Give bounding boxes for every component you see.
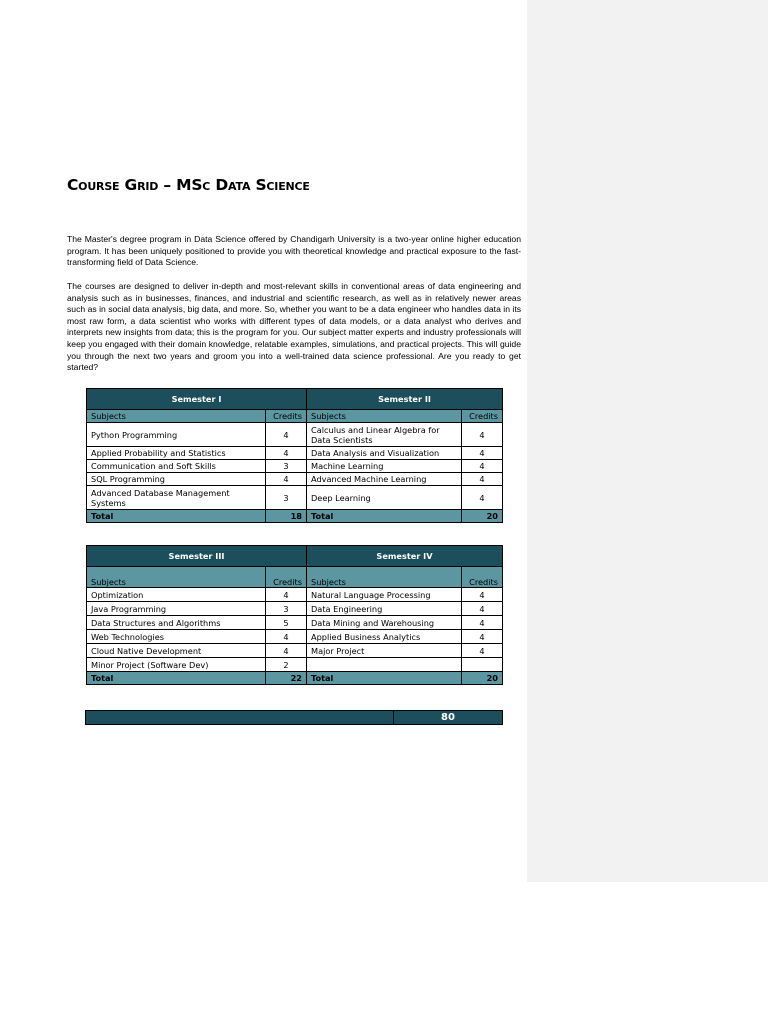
subject-cell: Optimization [87, 588, 266, 602]
subject-cell: Advanced Machine Learning [307, 473, 462, 486]
semester-3-header: Semester III [87, 546, 307, 567]
subject-cell: Data Structures and Algorithms [87, 616, 266, 630]
subject-cell: Natural Language Processing [307, 588, 462, 602]
subjects-header: Subjects [87, 567, 266, 588]
total-row [87, 672, 503, 685]
table-row [87, 616, 503, 630]
subject-cell: Communication and Soft Skills [87, 460, 266, 473]
total-row [87, 510, 503, 523]
total-label: Total [87, 510, 266, 523]
credits-cell: 4 [266, 588, 307, 602]
semester-4-header: Semester IV [307, 546, 503, 567]
credits-cell: 5 [266, 616, 307, 630]
total-label: Total [307, 510, 462, 523]
subjects-header: Subjects [87, 410, 266, 423]
grand-total-table [85, 710, 503, 725]
total-label: Total [307, 672, 462, 685]
credits-cell: 3 [266, 460, 307, 473]
semester-1-total: 18 [266, 510, 307, 523]
subject-cell: Data Mining and Warehousing [307, 616, 462, 630]
credits-cell: 4 [462, 588, 503, 602]
credits-header: Credits [266, 410, 307, 423]
subject-cell: Minor Project (Software Dev) [87, 658, 266, 672]
credits-cell: 3 [266, 602, 307, 616]
semester-header-row [87, 389, 503, 410]
credits-cell: 4 [462, 423, 503, 447]
page-title: Course Grid – MSc Data Science [67, 176, 310, 194]
semester-2-header: Semester II [307, 389, 503, 410]
credits-cell: 4 [266, 473, 307, 486]
grand-total-spacer [86, 711, 394, 725]
credits-cell: 3 [266, 486, 307, 510]
semester-2-total: 20 [462, 510, 503, 523]
credits-cell: 4 [266, 644, 307, 658]
intro-paragraph: The Master's degree program in Data Science offered by Chandigarh University is a two-year online higher education program. It has been uniquely positioned to provide you with theoretical knowledge and practical exposure to the fast- transforming field of Data Science. [67, 234, 521, 268]
subjects-header: Subjects [307, 567, 462, 588]
subject-cell: Python Programming [87, 423, 266, 447]
comment-pane [527, 0, 768, 882]
credits-cell: 4 [462, 616, 503, 630]
table-row [87, 644, 503, 658]
credits-cell: 4 [266, 423, 307, 447]
semester-1-header: Semester I [87, 389, 307, 410]
credits-cell: 4 [462, 602, 503, 616]
subject-cell: Machine Learning [307, 460, 462, 473]
grand-total-value: 80 [394, 711, 503, 725]
subject-cell: Applied Probability and Statistics [87, 447, 266, 460]
semester-header-row [87, 546, 503, 567]
credits-header: Credits [266, 567, 307, 588]
subject-cell: Data Engineering [307, 602, 462, 616]
subject-cell: Advanced Database Management Systems [87, 486, 266, 510]
subject-cell: Data Analysis and Visualization [307, 447, 462, 460]
table-row [87, 447, 503, 460]
table-row [87, 486, 503, 510]
credits-cell: 4 [462, 486, 503, 510]
table-row [87, 473, 503, 486]
table-row [87, 602, 503, 616]
semester-4-total: 20 [462, 672, 503, 685]
subject-cell: Deep Learning [307, 486, 462, 510]
column-header-row [87, 410, 503, 423]
subject-cell: Major Project [307, 644, 462, 658]
table-row [87, 588, 503, 602]
credits-cell: 4 [462, 630, 503, 644]
credits-cell: 4 [266, 630, 307, 644]
subject-cell [307, 658, 462, 672]
table-row [87, 460, 503, 473]
subject-cell: Calculus and Linear Algebra for Data Scientists [307, 423, 462, 447]
description-paragraph: The courses are designed to deliver in-depth and most-relevant skills in conventional areas of data engineering and analysis such as in businesses, finances, and industrial and scientific research, as well as in relatively newer areas such as in social data analysis, big data, and more. So, whether you want to be a data engineer who handles data in its most raw form, a data scientist who works with different types of data models, or a data analyst who derives and interprets new insights from data; this is the program for you. Our subject matter experts and industry professionals will keep you engaged with their domain knowledge, relatable examples, simulations, and practical projects. This will guide you through the next two years and groom you into a well-trained data science professional. Are you ready to get started? [67, 281, 521, 373]
subject-cell: Applied Business Analytics [307, 630, 462, 644]
credits-header: Credits [462, 567, 503, 588]
subject-cell: Web Technologies [87, 630, 266, 644]
subjects-header: Subjects [307, 410, 462, 423]
total-label: Total [87, 672, 266, 685]
table-row [87, 658, 503, 672]
subject-cell: SQL Programming [87, 473, 266, 486]
credits-cell: 2 [266, 658, 307, 672]
table-row [87, 423, 503, 447]
table-row [87, 630, 503, 644]
credits-cell [462, 658, 503, 672]
credits-cell: 4 [462, 447, 503, 460]
semester-3-4-table [86, 545, 503, 685]
credits-cell: 4 [462, 644, 503, 658]
grand-total-row [86, 711, 503, 725]
subject-cell: Cloud Native Development [87, 644, 266, 658]
credits-header: Credits [462, 410, 503, 423]
semester-1-2-table [86, 388, 503, 523]
column-header-row [87, 567, 503, 588]
credits-cell: 4 [462, 473, 503, 486]
subject-cell: Java Programming [87, 602, 266, 616]
credits-cell: 4 [266, 447, 307, 460]
semester-3-total: 22 [266, 672, 307, 685]
credits-cell: 4 [462, 460, 503, 473]
